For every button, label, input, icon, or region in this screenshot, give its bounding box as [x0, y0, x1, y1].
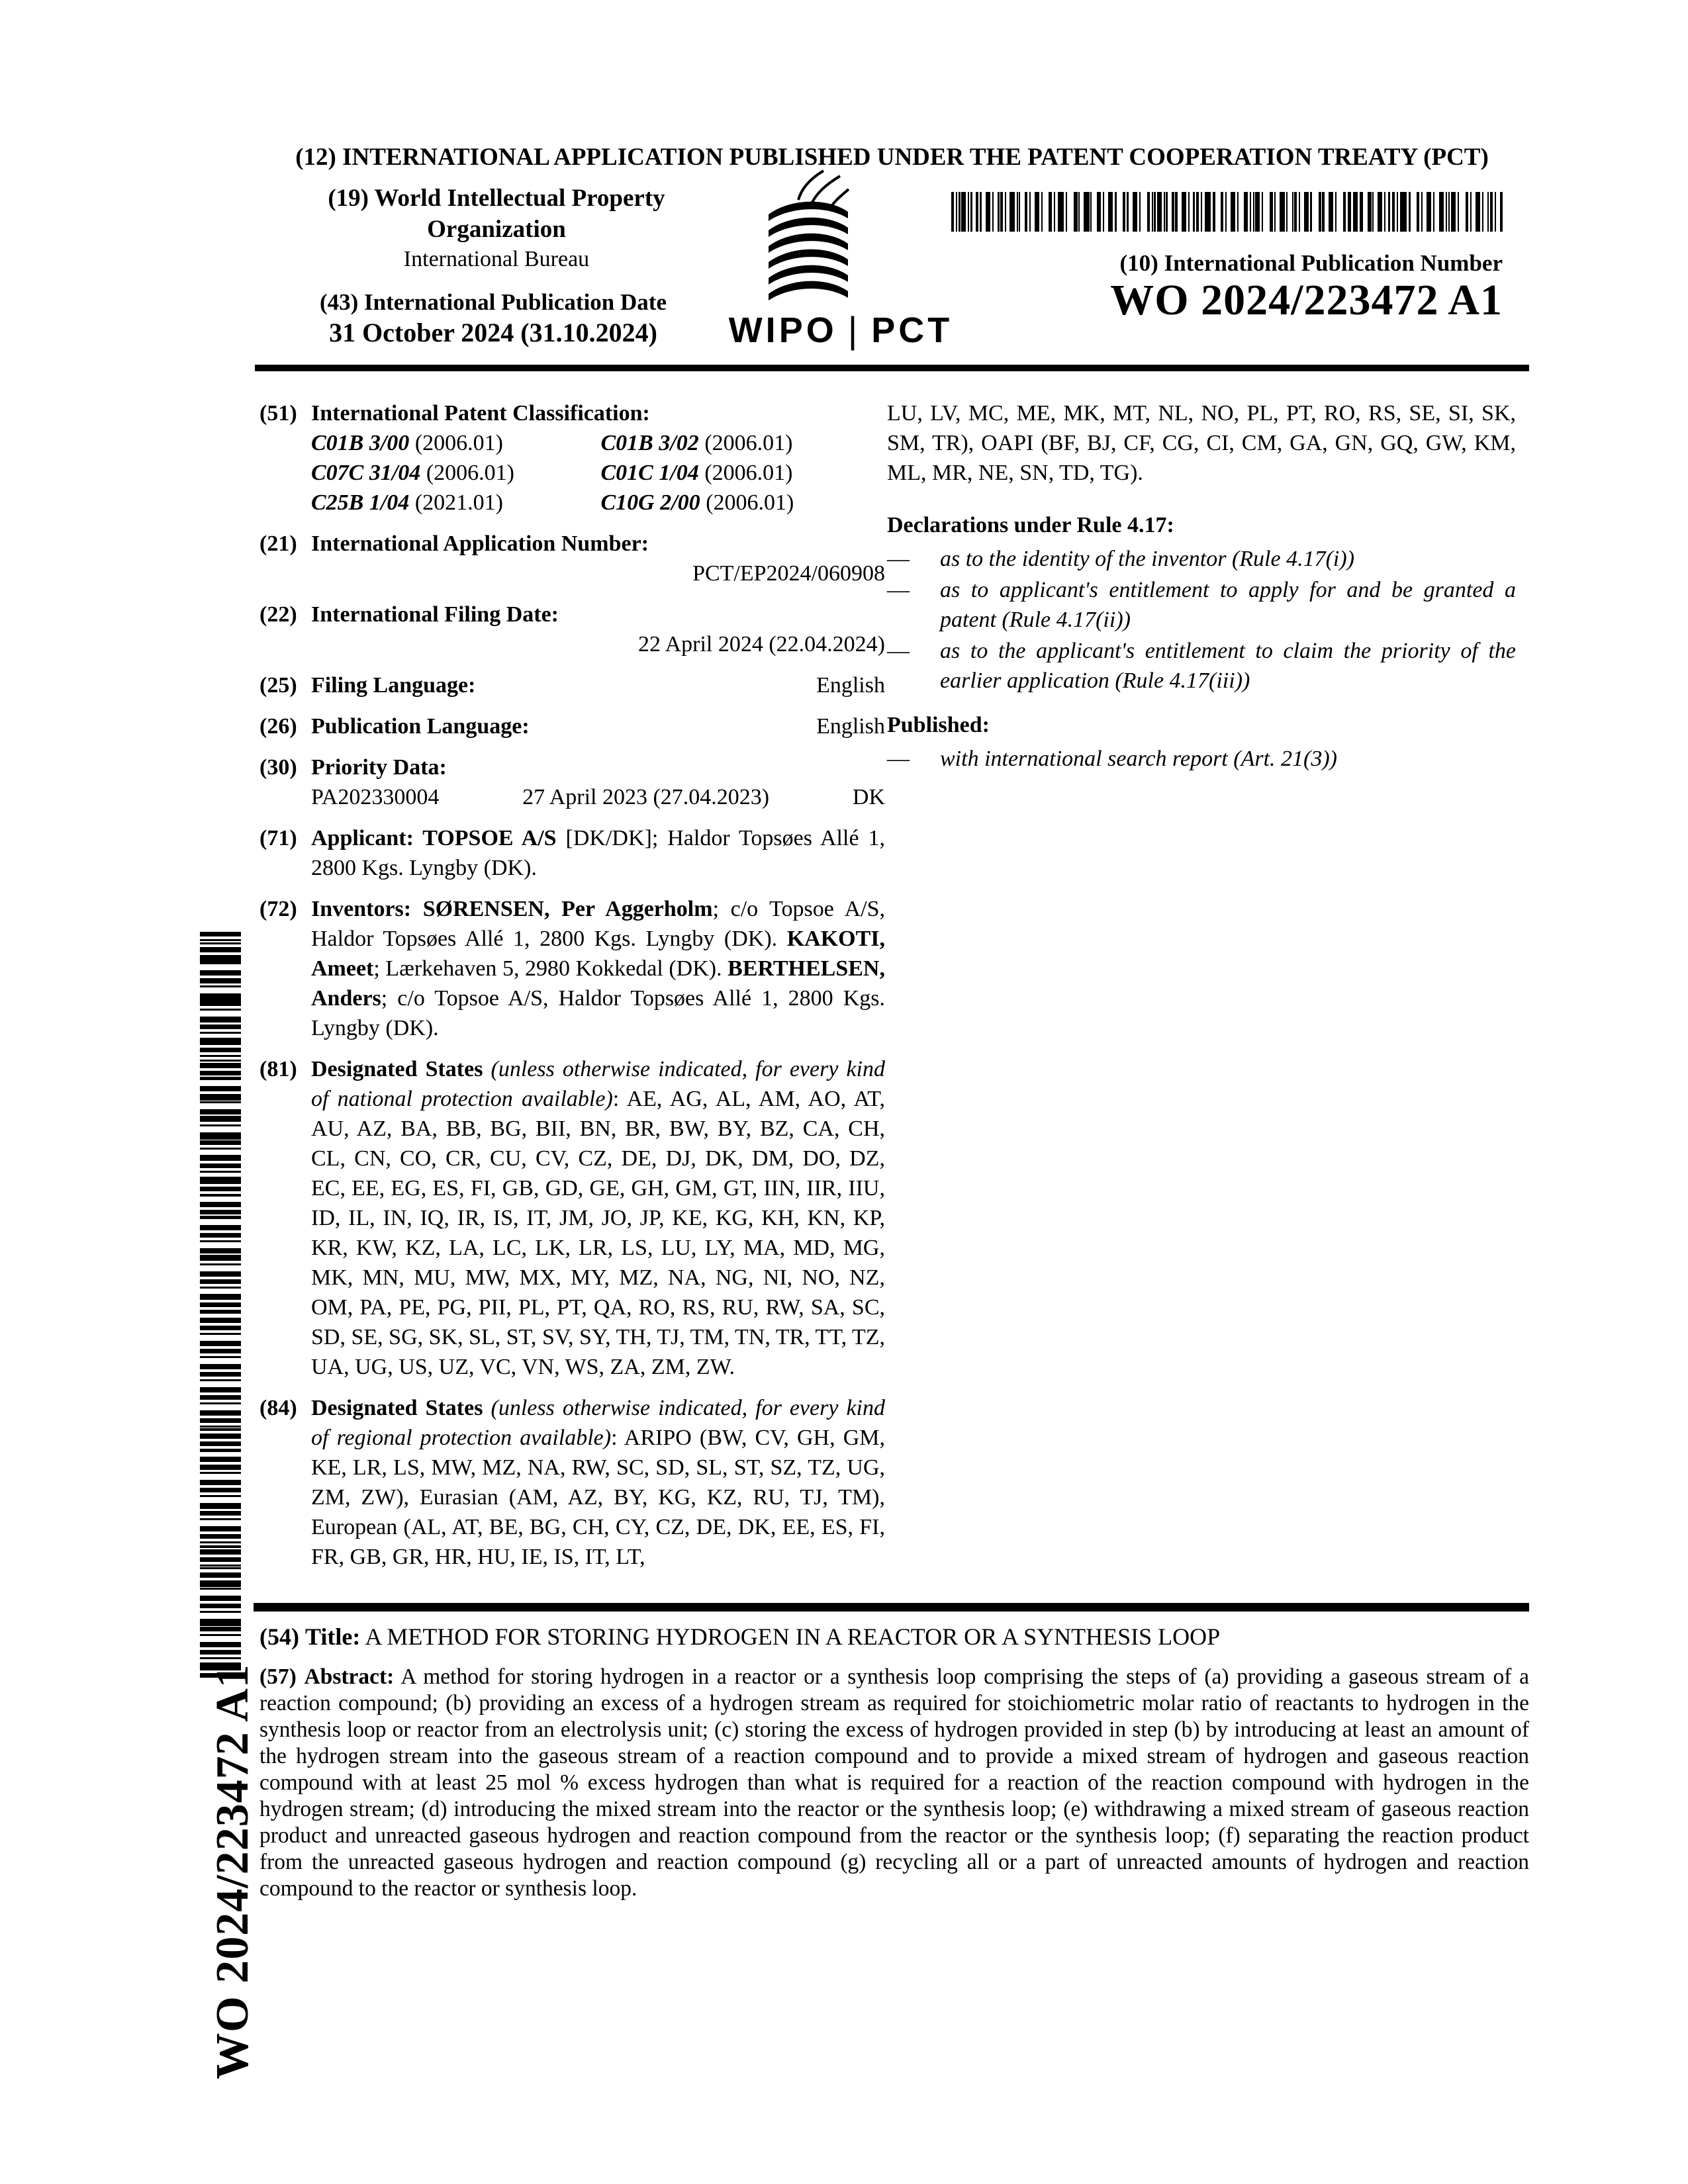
- abstract-label: Abstract:: [304, 1664, 395, 1689]
- publication-number-label: (10) International Publication Number: [1119, 250, 1503, 276]
- inid-51: (51): [259, 401, 297, 426]
- publication-date-label: (43) International Publication Date: [319, 289, 667, 315]
- filing-language-value: English: [816, 673, 885, 698]
- ipc-entry: C10G 2/00 (2006.01): [600, 490, 794, 515]
- ipc-entry: C01C 1/04 (2006.01): [600, 461, 793, 485]
- barcode-vertical: [200, 932, 241, 1678]
- inid-54: (54): [259, 1623, 299, 1650]
- declaration-text: as to the identity of the inventor (Rule 4.17(i)): [940, 547, 1355, 571]
- ipc-entry: C01B 3/02 (2006.01): [600, 431, 793, 455]
- inid-71: (71): [259, 826, 297, 850]
- designated-states-national-text: Designated States (unless otherwise indicated, for every kind of national protection available): AE, AG, AL, AM, AO, AT, AU, AZ, BA, BB, BG, BII, BN, BR, BW, BY, BZ, CA, CH, CL, CN, CO, CR, CU, CV, CZ, DE, DJ, DK, DM, DO, DZ, EC, EE, EG, ES, FI, GB, GD, GE, GH, GM, GT, IIN, IIR, IIU, ID, IL, IN, IQ, IR, IS, IT, JM, JO, JP, KE, KG, KH, KN, KP, KR, KW, KZ, LA, LC, LK, LR, LS, LU, LY, MA, MD, MG, MK, MN, MU, MW, MX, MY, MZ, NA, NG, NI, NO, NZ, OM, PA, PE, PG, PII, PL, PT, QA, RO, RS, RU, RW, SA, SC, SD, SE, SG, SK, SL, ST, SV, SY, TH, TJ, TM, TN, TR, TT, TZ, UA, UG, US, UZ, VC, VN, WS, ZA, ZM, ZW.: [311, 1057, 885, 1379]
- inid-22: (22): [259, 602, 297, 627]
- publication-language-label: Publication Language:: [311, 714, 530, 739]
- declaration-text: as to applicant's entitlement to apply for and be granted a patent (Rule 4.17(ii)): [940, 578, 1516, 632]
- publication-date-block: [261, 289, 725, 349]
- publication-number-value: WO 2024/223472 A1: [1110, 276, 1503, 324]
- wipo-org-block: [278, 183, 715, 274]
- publication-date-value: 31 October 2024 (31.10.2024): [329, 318, 657, 347]
- priority-country: DK: [852, 785, 885, 809]
- filing-date-value: 22 April 2024 (22.04.2024): [637, 632, 885, 657]
- wipo-text: WIPO: [728, 310, 837, 350]
- dash-bullet: —: [887, 547, 910, 571]
- ipc-entry: C25B 1/04 (2021.01): [311, 490, 503, 515]
- title-label: Title:: [305, 1623, 361, 1650]
- org-line3: International Bureau: [403, 247, 590, 271]
- inid-72: (72): [259, 897, 297, 921]
- wordmark-divider: |: [847, 309, 861, 351]
- filing-language-section: [259, 670, 885, 700]
- filing-language-label: Filing Language:: [311, 673, 476, 698]
- designated-states-regional-text: Designated States (unless otherwise indicated, for every kind of regional protection available): ARIPO (BW, CV, GH, GM, KE, LR, LS, MW, MZ, NA, RW, SC, SD, SL, ST, SZ, TZ, UG, ZM, ZW), Eurasian (AM, AZ, BY, KG, KZ, RU, TJ, TM), European (AL, AT, BE, BG, CH, CY, CZ, DE, DK, EE, ES, FI, FR, GB, GR, HR, HU, IE, IS, IT, LT,: [311, 1396, 885, 1569]
- inid-57: (57): [259, 1664, 297, 1689]
- inid-84: (84): [259, 1396, 297, 1420]
- inid-25: (25): [259, 673, 297, 698]
- ipc-label: International Patent Classification:: [311, 401, 650, 426]
- declaration-text: as to the applicant's entitlement to claim the priority of the earlier application (Rule 4.17(iii)): [940, 639, 1516, 693]
- applicant-text: Applicant: TOPSOE A/S [DK/DK]; Haldor Topsøes Allé 1, 2800 Kgs. Lyngby (DK).: [311, 826, 885, 880]
- inid-21: (21): [259, 531, 297, 556]
- priority-data-section: [259, 752, 885, 812]
- inventors-text: Inventors: SØRENSEN, Per Aggerholm; c/o Topsoe A/S, Haldor Topsøes Allé 1, 2800 Kgs. Lyngby (DK). KAKOTI, Ameet; Lærkehaven 5, 2980 Kokkedal (DK). BERTHELSEN, Anders; c/o Topsoe A/S, Haldor Topsøes Allé 1, 2800 Kgs. Lyngby (DK).: [311, 897, 886, 1040]
- priority-date: 27 April 2023 (27.04.2023): [522, 785, 770, 809]
- inid-26: (26): [259, 714, 297, 739]
- inid-30: (30): [259, 755, 297, 780]
- inventors-section: [259, 894, 885, 1043]
- designated-states-continued: LU, LV, MC, ME, MK, MT, NL, NO, PL, PT, RO, RS, SE, SI, SK, SM, TR), OAPI (BF, BJ, CF, CG, CI, CM, GA, GN, GQ, GW, KM, ML, MR, NE, SN, TD, TG).: [887, 401, 1516, 485]
- declaration-item: [887, 575, 1516, 635]
- inid-81: (81): [259, 1057, 297, 1081]
- abstract-section: [259, 1664, 1529, 1902]
- published-heading: Published:: [887, 713, 990, 737]
- application-number-label: International Application Number:: [311, 531, 649, 556]
- ipc-entries: [311, 428, 885, 518]
- ipc-section: [259, 398, 885, 518]
- pct-header-line: (12) INTERNATIONAL APPLICATION PUBLISHED UNDER THE PATENT COOPERATION TREATY (PCT): [295, 144, 1489, 171]
- ipc-entry: C01B 3/00 (2006.01): [311, 431, 503, 455]
- barcode: [951, 192, 1503, 232]
- pct-text: PCT: [871, 310, 953, 350]
- priority-number: PA202330004: [311, 785, 440, 809]
- title-value: A METHOD FOR STORING HYDROGEN IN A REACTOR OR A SYNTHESIS LOOP: [365, 1623, 1221, 1650]
- wipo-logo-icon: [760, 169, 861, 308]
- abstract-text: A method for storing hydrogen in a reactor or a synthesis loop comprising the steps of (a) providing a gaseous stream of a reaction compound; (b) providing an excess of a hydrogen stream as required for stoichiometric molar ratio of reactants to hydrogen in the synthesis loop or reactor from an electrolysis unit; (c) storing the excess of hydrogen provided in step (b) by introducing at least an amount of the hydrogen stream into the gaseous stream of a reaction compound and to provide a mixed stream of hydrogen and gaseous reaction compound with at least 25 mol % excess hydrogen than what is required for a reaction of the reaction compound with hydrogen in the hydrogen stream; (d) introducing the mixed stream into the reactor or the synthesis loop; (e) withdrawing a mixed stream of gaseous reaction product and unreacted gaseous hydrogen and reaction compound from the reactor or the synthesis loop; (f) separating the reaction product from the unreacted gaseous hydrogen and reaction compound (g) recycling all or a part of unreacted amounts of hydrogen and reaction compound to the reactor or synthesis loop.: [259, 1664, 1530, 1901]
- publication-language-value: English: [816, 714, 885, 739]
- ipc-entry: C07C 31/04 (2006.01): [311, 461, 514, 485]
- dash-bullet: —: [887, 578, 910, 602]
- filing-date-label: International Filing Date:: [311, 602, 559, 627]
- org-line2: Organization: [427, 216, 566, 243]
- publication-number-vertical: WO 2024/223472 A1: [207, 1664, 258, 2079]
- publication-language-section: [259, 711, 885, 741]
- dash-bullet: —: [887, 639, 910, 663]
- designated-states-national-section: [259, 1054, 885, 1382]
- applicant-section: [259, 823, 885, 883]
- filing-date-section: [259, 600, 885, 659]
- org-line1: (19) World Intellectual Property: [328, 185, 665, 212]
- published-text: with international search report (Art. 21(3)): [940, 747, 1337, 771]
- application-number-section: [259, 529, 885, 588]
- title-section: [259, 1623, 1529, 1651]
- right-column: [887, 398, 1516, 775]
- declaration-item: [887, 636, 1516, 696]
- priority-data-row: [311, 782, 885, 812]
- declaration-item: [887, 544, 1516, 574]
- priority-data-label: Priority Data:: [311, 755, 447, 780]
- designated-states-regional-section: [259, 1393, 885, 1572]
- left-column: [259, 398, 885, 1583]
- header-divider: [255, 365, 1529, 371]
- dash-bullet: —: [887, 747, 910, 771]
- application-number-value: PCT/EP2024/060908: [692, 561, 885, 586]
- published-item: [887, 744, 1516, 774]
- title-divider: [254, 1603, 1529, 1612]
- declarations-heading: Declarations under Rule 4.17:: [887, 513, 1174, 537]
